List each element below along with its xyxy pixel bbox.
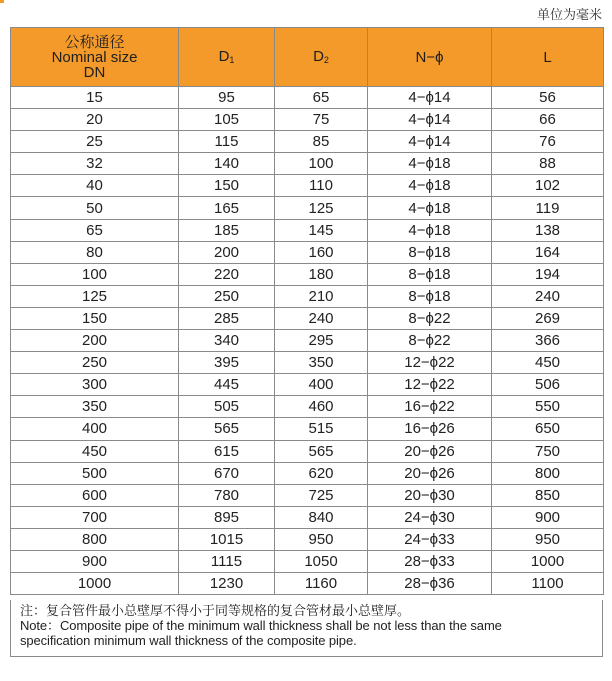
table-header-row (11, 28, 604, 87)
cell-d1: 670 (179, 462, 275, 484)
note-english-line-1: Note：Composite pipe of the minimum wall thickness shall be not less than the same (20, 618, 502, 633)
cell-d2: 110 (275, 175, 368, 197)
header-d2-base: D (313, 47, 324, 65)
cell-length: 138 (492, 219, 604, 241)
cell-bolt-holes: 20−ϕ26 (368, 440, 492, 462)
header-d2-sub: 2 (323, 54, 329, 65)
cell-d2: 620 (275, 462, 368, 484)
cell-d1: 895 (179, 506, 275, 528)
cell-dn: 32 (11, 153, 179, 175)
cell-bolt-holes: 4−ϕ18 (368, 175, 492, 197)
cell-d1: 565 (179, 418, 275, 440)
cell-length: 950 (492, 528, 604, 550)
cell-d1: 505 (179, 396, 275, 418)
header-nominal-size (11, 28, 179, 87)
cell-d2: 950 (275, 528, 368, 550)
cell-dn: 800 (11, 528, 179, 550)
header-nominal-size-en: Nominal size (51, 48, 138, 66)
cell-d2: 75 (275, 109, 368, 131)
cell-d1: 115 (179, 131, 275, 153)
cell-bolt-holes: 12−ϕ22 (368, 352, 492, 374)
table-row (11, 440, 604, 462)
cell-d1: 615 (179, 440, 275, 462)
table-row (11, 153, 604, 175)
cell-length: 240 (492, 285, 604, 307)
cell-dn: 125 (11, 285, 179, 307)
cell-length: 450 (492, 352, 604, 374)
cell-length: 850 (492, 484, 604, 506)
cell-d2: 145 (275, 219, 368, 241)
cell-dn: 400 (11, 418, 179, 440)
note-english-line-2: specification minimum wall thickness of the composite pipe. (20, 633, 357, 648)
cell-length: 366 (492, 330, 604, 352)
cell-bolt-holes: 4−ϕ14 (368, 109, 492, 131)
cell-d2: 1050 (275, 550, 368, 572)
cell-d2: 180 (275, 263, 368, 285)
cell-bolt-holes: 24−ϕ30 (368, 506, 492, 528)
cell-length: 102 (492, 175, 604, 197)
cell-dn: 100 (11, 263, 179, 285)
cell-d2: 210 (275, 285, 368, 307)
cell-length: 1000 (492, 550, 604, 572)
cell-dn: 1000 (11, 573, 179, 595)
cell-dn: 80 (11, 241, 179, 263)
cell-dn: 15 (11, 87, 179, 109)
cell-dn: 600 (11, 484, 179, 506)
table-row (11, 418, 604, 440)
cell-d1: 1230 (179, 573, 275, 595)
cell-d1: 780 (179, 484, 275, 506)
cell-d1: 165 (179, 197, 275, 219)
cell-bolt-holes: 16−ϕ26 (368, 418, 492, 440)
table-row (11, 484, 604, 506)
cell-bolt-holes: 4−ϕ18 (368, 197, 492, 219)
cell-length: 76 (492, 131, 604, 153)
table-row (11, 263, 604, 285)
cell-d1: 395 (179, 352, 275, 374)
cell-bolt-holes: 8−ϕ18 (368, 285, 492, 307)
cell-length: 750 (492, 440, 604, 462)
cell-d1: 445 (179, 374, 275, 396)
cell-d1: 105 (179, 109, 275, 131)
cell-dn: 350 (11, 396, 179, 418)
table-row (11, 131, 604, 153)
header-d1-sub: 1 (229, 54, 235, 65)
cell-d1: 340 (179, 330, 275, 352)
cell-d2: 160 (275, 241, 368, 263)
cell-bolt-holes: 4−ϕ18 (368, 153, 492, 175)
cell-d1: 220 (179, 263, 275, 285)
cell-bolt-holes: 4−ϕ14 (368, 131, 492, 153)
cell-bolt-holes: 16−ϕ22 (368, 396, 492, 418)
cell-length: 194 (492, 263, 604, 285)
cell-bolt-holes: 4−ϕ14 (368, 87, 492, 109)
cell-bolt-holes: 12−ϕ22 (368, 374, 492, 396)
table-body (11, 87, 604, 595)
header-bolt-holes: N−ϕ (368, 28, 492, 87)
note-chinese: 注：复合管件最小总壁厚不得小于同等规格的复合管材最小总壁厚。 (20, 603, 411, 618)
cell-d1: 1015 (179, 528, 275, 550)
cell-bolt-holes: 20−ϕ26 (368, 462, 492, 484)
table-row (11, 330, 604, 352)
header-d2 (275, 28, 368, 87)
cell-d1: 285 (179, 307, 275, 329)
cell-d2: 240 (275, 307, 368, 329)
table-row (11, 374, 604, 396)
cell-d2: 100 (275, 153, 368, 175)
cell-dn: 150 (11, 307, 179, 329)
table-row (11, 573, 604, 595)
cell-bolt-holes: 4−ϕ18 (368, 219, 492, 241)
cell-d2: 65 (275, 87, 368, 109)
cell-d2: 460 (275, 396, 368, 418)
cell-d2: 350 (275, 352, 368, 374)
cell-bolt-holes: 24−ϕ33 (368, 528, 492, 550)
unit-note: 单位为毫米 (536, 7, 602, 22)
cell-d2: 400 (275, 374, 368, 396)
cell-d1: 1115 (179, 550, 275, 572)
flange-dimension-table (10, 27, 604, 595)
header-d1-base: D (218, 47, 230, 65)
table-row (11, 175, 604, 197)
cell-bolt-holes: 20−ϕ30 (368, 484, 492, 506)
corner-accent-mark (0, 0, 4, 3)
cell-dn: 700 (11, 506, 179, 528)
table-row (11, 352, 604, 374)
header-length: L (492, 28, 604, 87)
cell-d1: 250 (179, 285, 275, 307)
table-row (11, 396, 604, 418)
table-row (11, 506, 604, 528)
cell-d2: 725 (275, 484, 368, 506)
cell-length: 269 (492, 307, 604, 329)
table-row (11, 219, 604, 241)
cell-d2: 515 (275, 418, 368, 440)
cell-length: 66 (492, 109, 604, 131)
cell-bolt-holes: 28−ϕ33 (368, 550, 492, 572)
table-row (11, 285, 604, 307)
cell-bolt-holes: 8−ϕ22 (368, 307, 492, 329)
cell-length: 800 (492, 462, 604, 484)
header-nominal-size-cn: 公称通径 (64, 33, 125, 51)
cell-length: 88 (492, 153, 604, 175)
table-row (11, 462, 604, 484)
cell-d2: 565 (275, 440, 368, 462)
cell-dn: 65 (11, 219, 179, 241)
header-nominal-size-code: DN (83, 63, 106, 81)
cell-d1: 140 (179, 153, 275, 175)
cell-bolt-holes: 8−ϕ18 (368, 241, 492, 263)
cell-d1: 95 (179, 87, 275, 109)
table-row (11, 550, 604, 572)
cell-dn: 250 (11, 352, 179, 374)
cell-length: 900 (492, 506, 604, 528)
cell-length: 650 (492, 418, 604, 440)
header-d1 (179, 28, 275, 87)
cell-dn: 20 (11, 109, 179, 131)
cell-d1: 185 (179, 219, 275, 241)
cell-length: 550 (492, 396, 604, 418)
table-row (11, 87, 604, 109)
cell-dn: 40 (11, 175, 179, 197)
cell-dn: 200 (11, 330, 179, 352)
cell-dn: 25 (11, 131, 179, 153)
cell-dn: 450 (11, 440, 179, 462)
cell-length: 56 (492, 87, 604, 109)
cell-length: 164 (492, 241, 604, 263)
table-row (11, 528, 604, 550)
cell-length: 1100 (492, 573, 604, 595)
cell-dn: 500 (11, 462, 179, 484)
cell-d1: 150 (179, 175, 275, 197)
cell-d2: 85 (275, 131, 368, 153)
cell-bolt-holes: 8−ϕ22 (368, 330, 492, 352)
table-row (11, 307, 604, 329)
table-row (11, 241, 604, 263)
cell-d2: 295 (275, 330, 368, 352)
cell-d1: 200 (179, 241, 275, 263)
cell-dn: 900 (11, 550, 179, 572)
cell-d2: 840 (275, 506, 368, 528)
cell-bolt-holes: 8−ϕ18 (368, 263, 492, 285)
table-row (11, 197, 604, 219)
table-row (11, 109, 604, 131)
cell-length: 506 (492, 374, 604, 396)
note-box (10, 600, 603, 657)
cell-dn: 300 (11, 374, 179, 396)
cell-d2: 125 (275, 197, 368, 219)
cell-dn: 50 (11, 197, 179, 219)
cell-length: 119 (492, 197, 604, 219)
cell-d2: 1160 (275, 573, 368, 595)
cell-bolt-holes: 28−ϕ36 (368, 573, 492, 595)
